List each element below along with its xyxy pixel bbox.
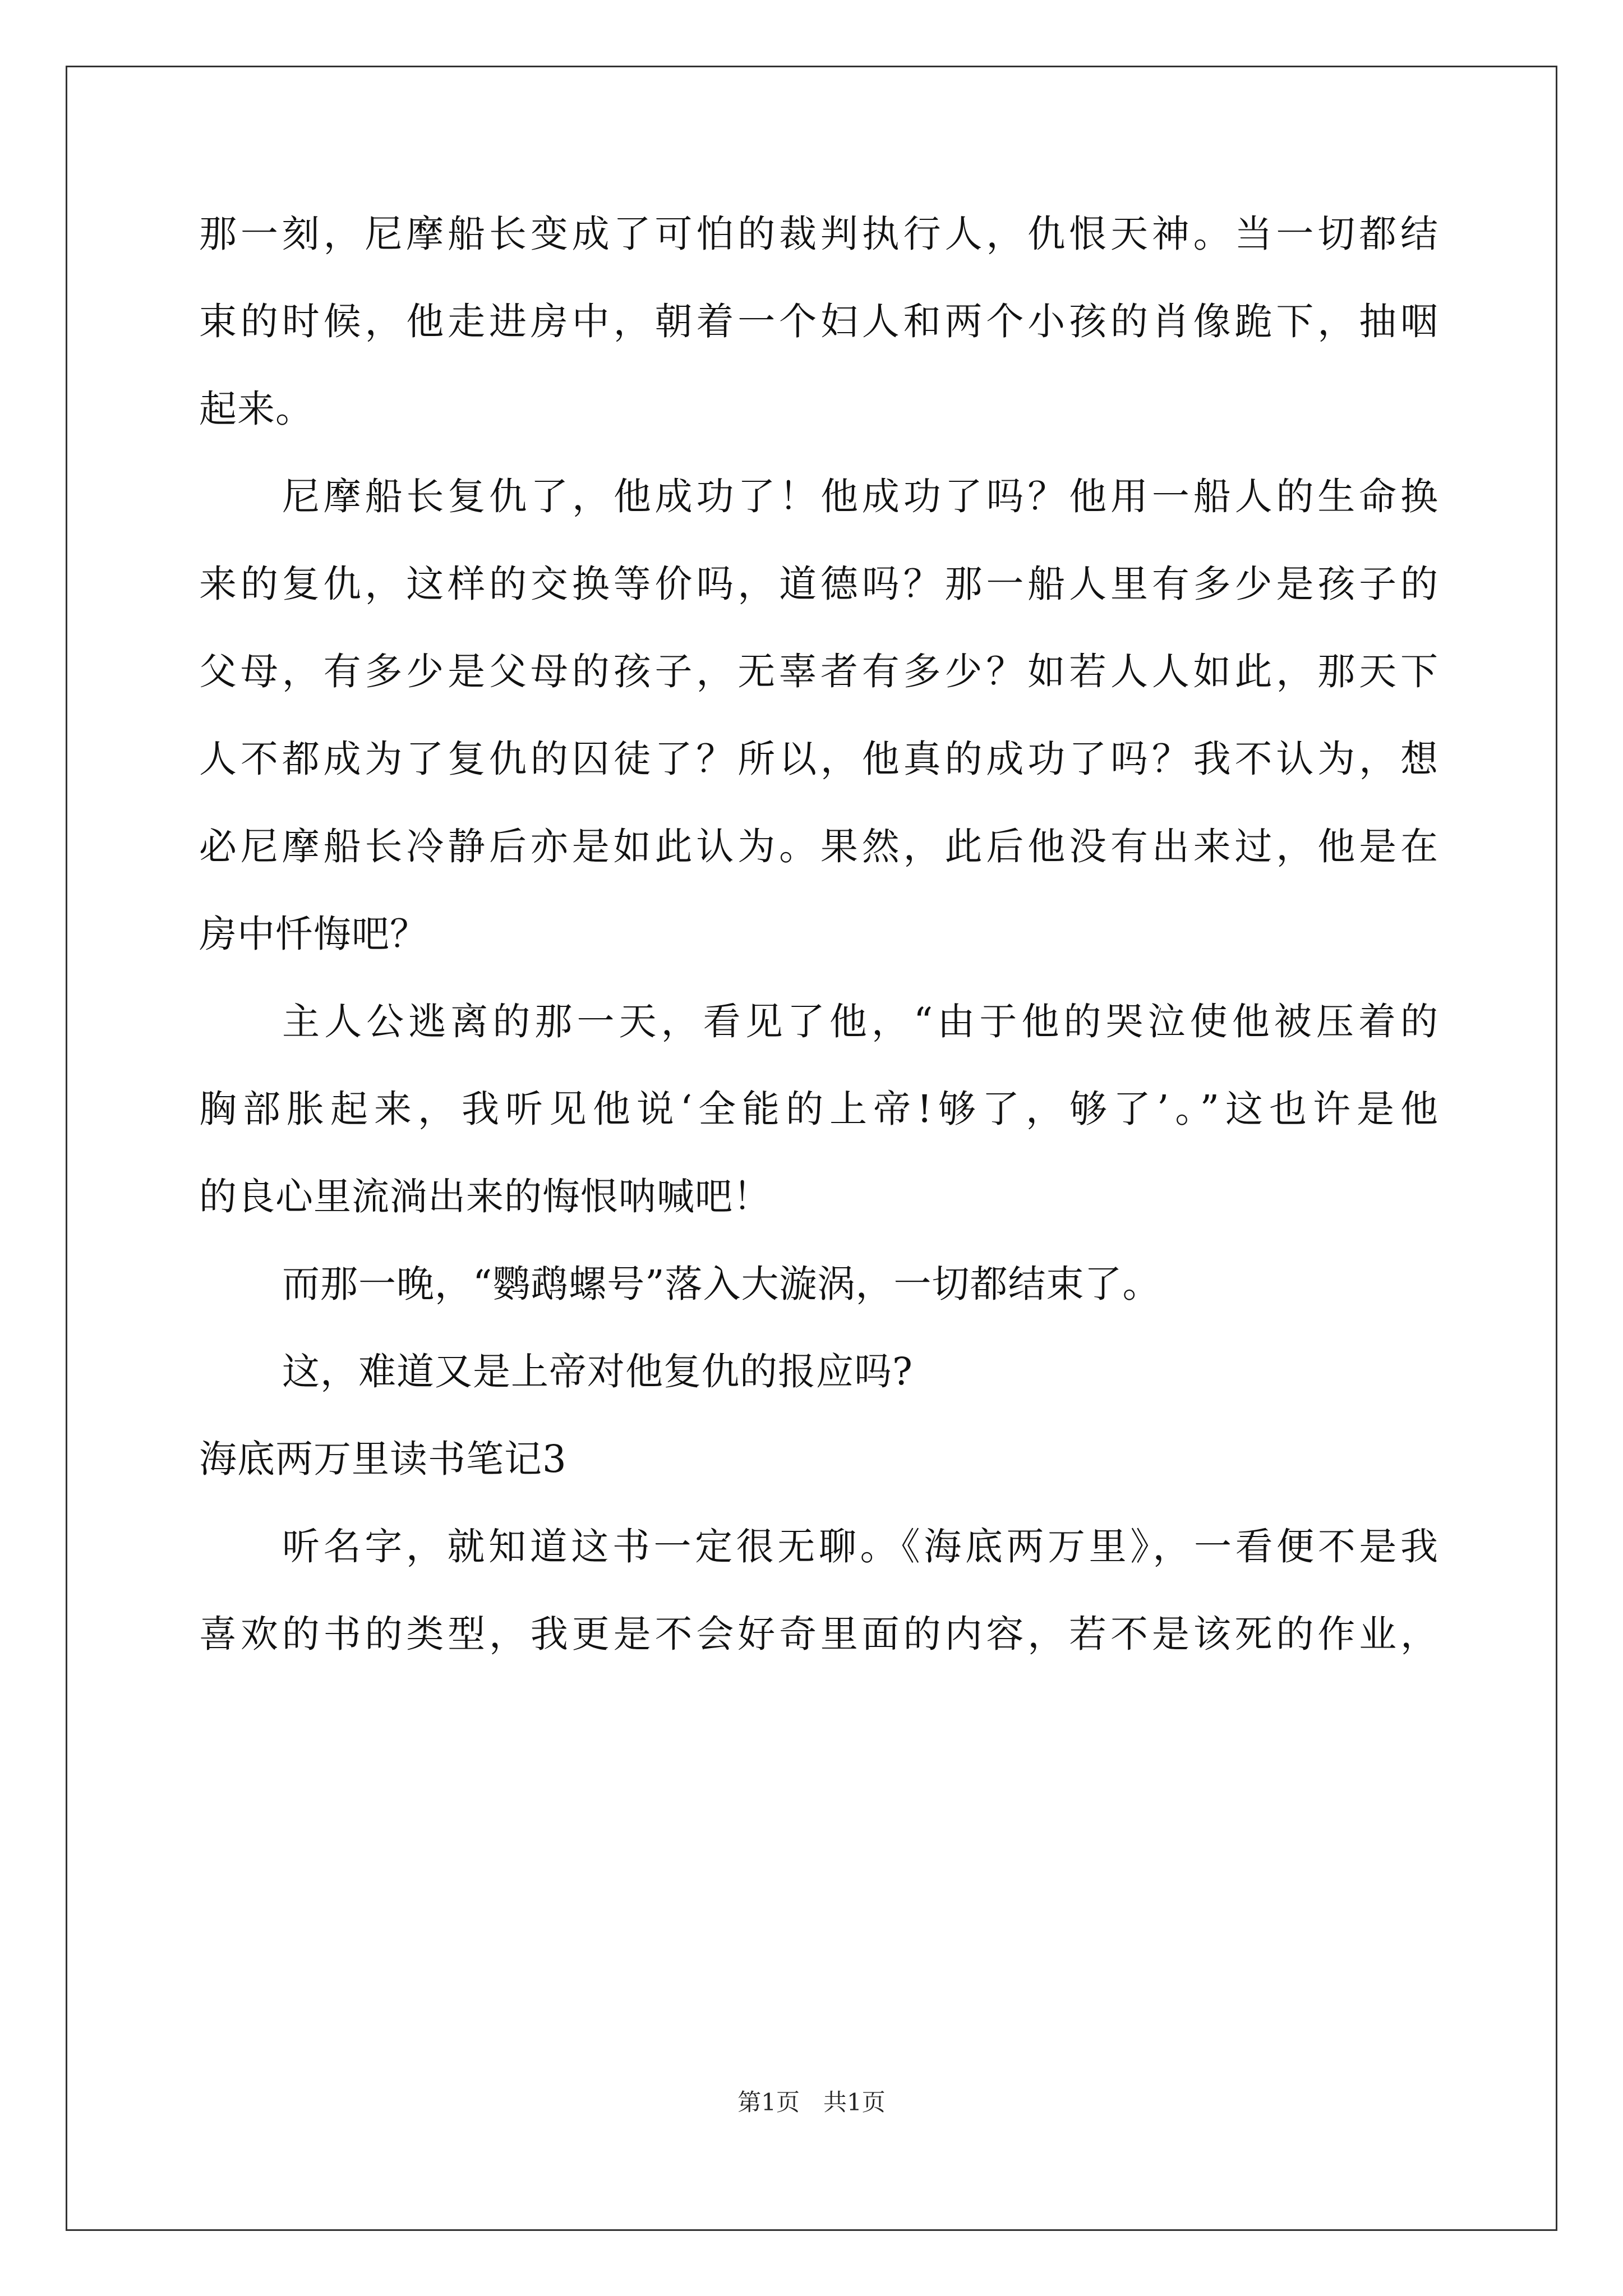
text-line: 必尼摩船长冷静后亦是如此认为。果然，此后他没有出来过，他是在 [199,825,1438,868]
paragraph-first-line: 主人公逃离的那一天，看见了他，“由于他的哭泣使他被压着的 [282,1000,1438,1043]
text-line: 束的时候，他走进房中，朝着一个妇人和两个小孩的肖像跪下，抽咽 [199,300,1438,343]
text-line: 父母，有多少是父母的孩子，无辜者有多少？如若人人如此，那天下 [199,650,1438,693]
section-heading: 海底两万里读书笔记3 [199,1437,567,1481]
text-line: 人不都成为了复仇的囚徒了？所以，他真的成功了吗？我不认为，想 [199,737,1438,781]
paragraph-first-line: 而那一晚，“鹦鹉螺号”落入大漩涡，一切都结束了。 [282,1262,1161,1306]
paragraph-first-line: 尼摩船长复仇了，他成功了！他成功了吗？他用一船人的生命换 [282,475,1438,518]
page-footer: 第1页 共1页 [737,2088,886,2116]
text-line: 的良心里流淌出来的悔恨呐喊吧！ [199,1175,771,1218]
text-line: 喜欢的书的类型，我更是不会好奇里面的内容，若不是该死的作业， [199,1612,1438,1656]
text-line: 那一刻，尼摩船长变成了可怕的裁判执行人，仇恨天神。当一切都结 [199,212,1438,256]
text-line: 房中忏悔吧？ [199,912,428,956]
paragraph-first-line: 这，难道又是上帝对他复仇的报应吗? [282,1350,913,1393]
paragraph-first-line: 听名字，就知道这书一定很无聊。《海底两万里》，一看便不是我 [282,1525,1438,1568]
text-line: 胸部胀起来，我听见他说‘全能的上帝!够了，够了’。”这也许是他 [199,1087,1438,1131]
text-line: 来的复仇，这样的交换等价吗，道德吗？那一船人里有多少是孩子的 [199,562,1438,606]
text-line: 起来。 [199,387,313,431]
